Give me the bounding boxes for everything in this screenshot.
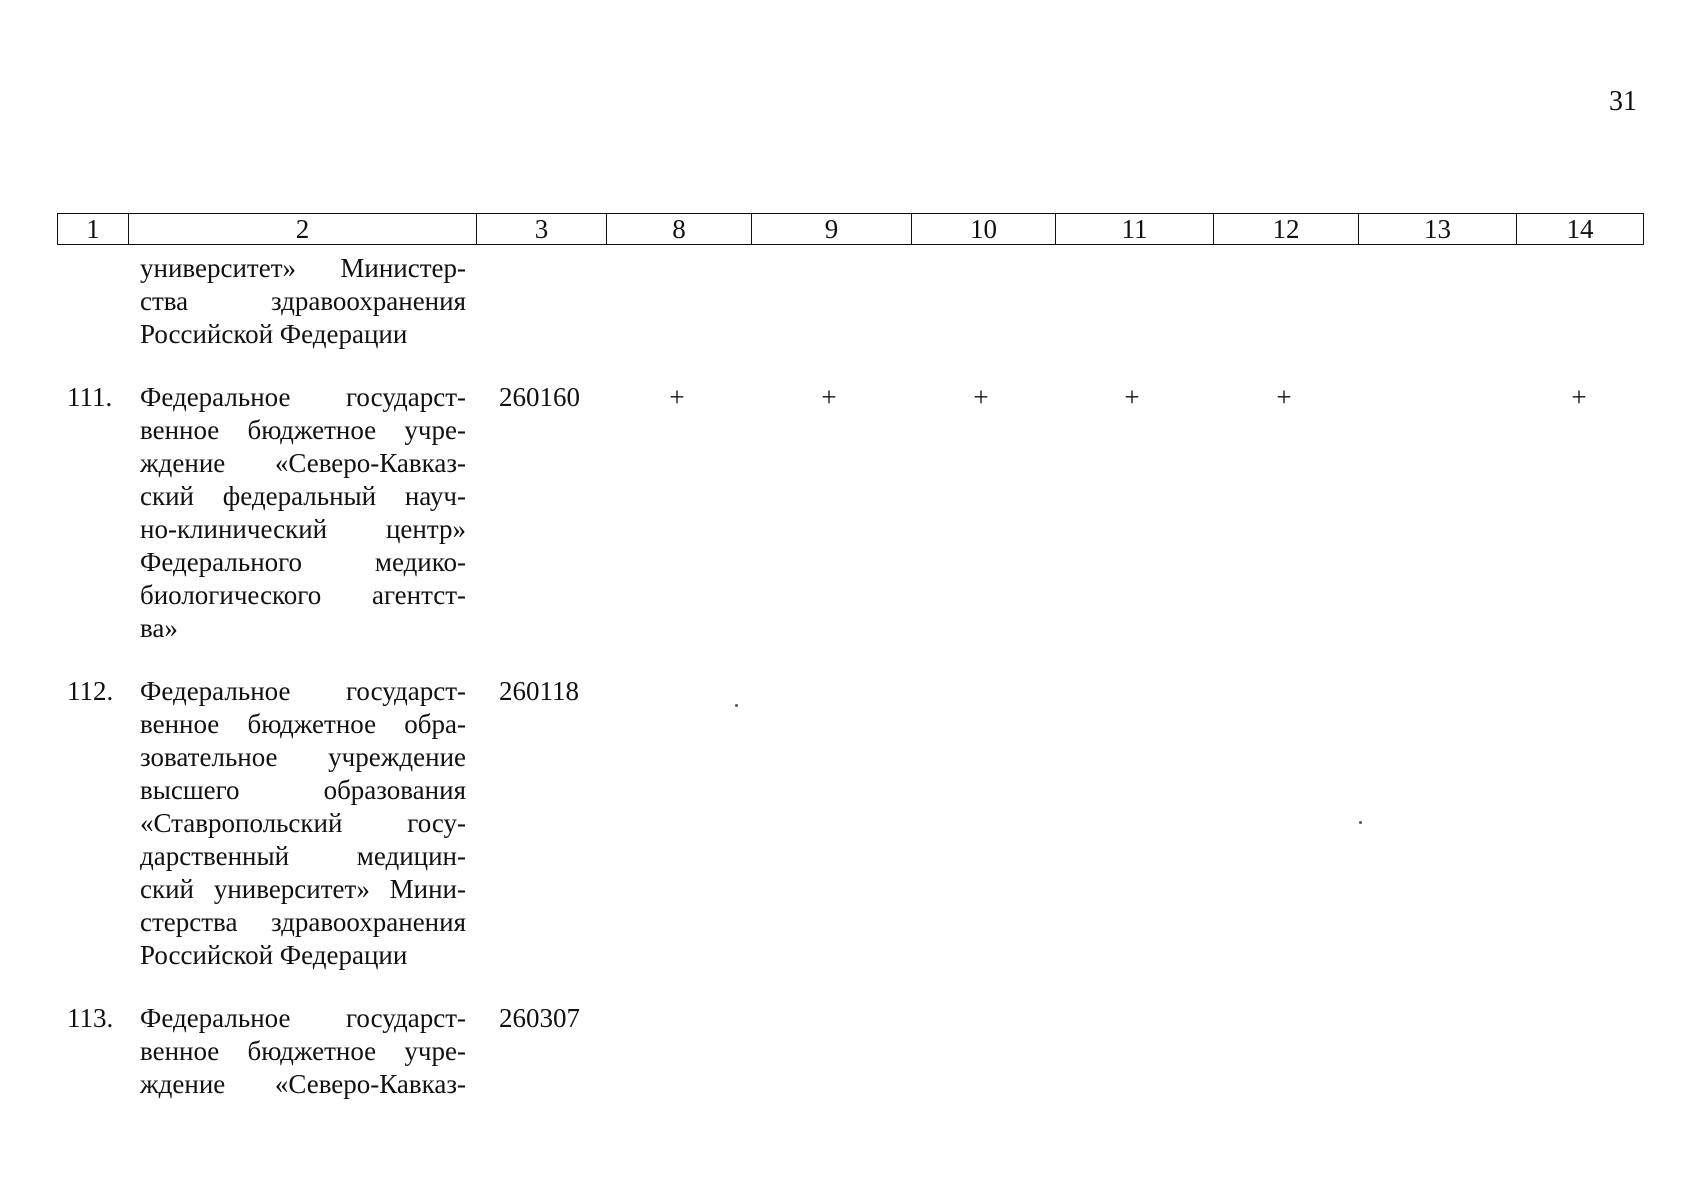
name-line: стерства здравоохранения	[140, 907, 466, 937]
header-cell: 1	[58, 214, 129, 245]
header-cell: 11	[1056, 214, 1214, 245]
name-line: но-клинический центр»	[140, 514, 466, 544]
row-number: 113.	[67, 1003, 114, 1033]
header-cell: 10	[912, 214, 1056, 245]
name-line: Федеральное государст-	[140, 382, 466, 412]
name-line: университет» Министер-	[140, 253, 466, 283]
name-line: венное бюджетное обра-	[140, 709, 466, 739]
header-cell: 3	[477, 214, 607, 245]
header-cell: 9	[752, 214, 912, 245]
name-line: высшего образования	[140, 775, 466, 805]
name-line: ский федеральный науч-	[140, 481, 466, 511]
name-line: ства здравоохранения	[140, 286, 466, 316]
name-line: биологического агентст-	[140, 580, 466, 610]
row-number: 112.	[67, 676, 114, 706]
org-code: 260307	[499, 1003, 580, 1033]
header-row	[58, 214, 1644, 245]
scan-speck	[735, 704, 738, 707]
name-line: ждение «Северо-Кавказ-	[140, 1069, 466, 1099]
plus-mark-col-12: +	[1276, 382, 1292, 412]
name-line: Федерального медико-	[140, 547, 466, 577]
organization-name	[140, 252, 466, 351]
name-line: венное бюджетное учре-	[140, 1036, 466, 1066]
plus-mark-col-11: +	[1124, 382, 1140, 412]
name-line: Российской Федерации	[140, 940, 408, 970]
name-line: Федеральное государст-	[140, 1003, 466, 1033]
name-line: ский университет» Мини-	[140, 874, 466, 904]
name-line: дарственный медицин-	[140, 841, 466, 871]
header-cell: 13	[1359, 214, 1517, 245]
scan-speck	[1359, 821, 1362, 824]
name-line: зовательное учреждение	[140, 742, 466, 772]
plus-mark-col-14: +	[1571, 382, 1587, 412]
name-line: ва»	[140, 613, 178, 643]
name-line: Федеральное государст-	[140, 676, 466, 706]
org-code: 260160	[499, 382, 580, 412]
header-cell: 8	[607, 214, 752, 245]
name-line: ждение «Северо-Кавказ-	[140, 448, 466, 478]
name-line: «Ставропольский госу-	[140, 808, 466, 838]
column-header-table	[57, 213, 1644, 245]
organization-name	[140, 1002, 466, 1101]
page-number: 31	[1609, 86, 1637, 117]
header-cell: 14	[1517, 214, 1644, 245]
name-line: венное бюджетное учре-	[140, 415, 466, 445]
plus-mark-col-9: +	[821, 382, 837, 412]
row-number: 111.	[67, 382, 113, 412]
name-line: Российской Федерации	[140, 319, 408, 349]
header-cell: 12	[1214, 214, 1359, 245]
plus-mark-col-8: +	[669, 382, 685, 412]
org-code: 260118	[499, 676, 579, 706]
header-cell: 2	[129, 214, 477, 245]
organization-name	[140, 675, 466, 972]
plus-mark-col-10: +	[973, 382, 989, 412]
organization-name	[140, 381, 466, 645]
